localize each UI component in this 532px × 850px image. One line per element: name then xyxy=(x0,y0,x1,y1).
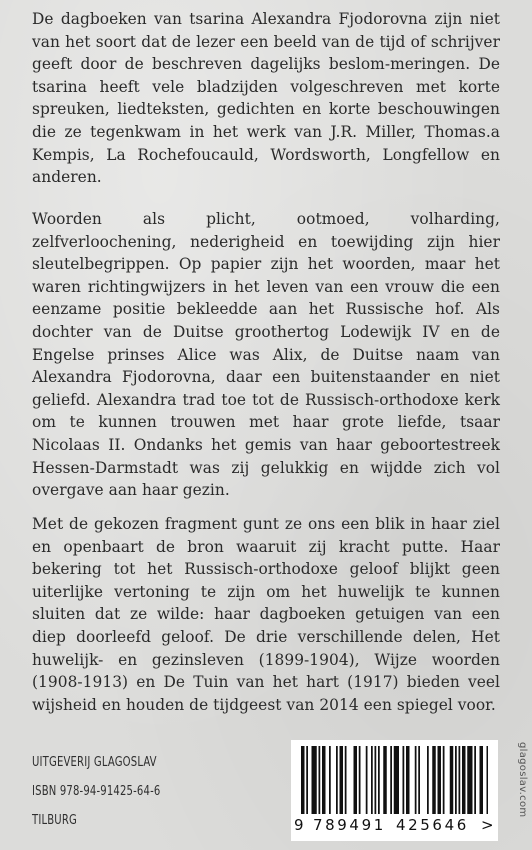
isbn-text: ISBN 978-94-91425-64-6 xyxy=(32,784,161,799)
barcode-bar xyxy=(383,746,387,814)
barcode-bar xyxy=(329,746,331,814)
barcode-bar xyxy=(438,746,442,814)
barcode-bar xyxy=(455,746,457,814)
barcode-bar xyxy=(306,746,308,814)
barcode-bar xyxy=(474,746,476,814)
barcode-bar xyxy=(432,746,436,814)
barcode-bar xyxy=(336,746,338,814)
barcode-bar xyxy=(467,746,472,814)
barcode-bar xyxy=(403,746,405,814)
barcode-bar xyxy=(378,746,380,814)
barcode-bar xyxy=(406,746,410,814)
barcode-bar xyxy=(427,746,429,814)
barcode-bar xyxy=(390,746,392,814)
barcode-group-1: 789491 xyxy=(313,816,386,834)
side-url: glagoslav.com xyxy=(517,742,528,818)
barcode-bars xyxy=(301,746,488,814)
barcode-bar xyxy=(319,746,321,814)
barcode-bar xyxy=(487,746,489,814)
barcode-group-2: 425646 xyxy=(396,816,469,834)
barcode-bar xyxy=(480,746,484,814)
publisher-info xyxy=(32,748,181,835)
publisher-name: UITGEVERIJ GLAGOSLAV xyxy=(32,755,157,770)
barcode-bar xyxy=(322,746,326,814)
back-cover-paragraph-3: Met de gekozen fragment gunt ze ons een blik in haar ziel en openbaart de bron waaruit zij kracht putte. Haar bekering tot het Russisch-orthodoxe geloof blijkt geen uiterlijke vertoning te zijn om het huwelijk te kunnen sluiten dat ze wilde: haar dagboeken getuigen van een diep doorleefd geloof. De drie verschillende delen, Het huwelijk- en gezinsleven (1899-1904), Wijze woorden (1908-1913) en De Tuin van het hart (1917) bieden veel wijsheid en houden de tijdgeest van 2014 een spiegel voor. xyxy=(32,515,500,714)
barcode-bar xyxy=(366,746,368,814)
barcode-bar xyxy=(301,746,305,814)
barcode-bar xyxy=(345,746,347,814)
barcode-bar xyxy=(418,746,420,814)
barcode-bar xyxy=(462,746,466,814)
barcode-bar xyxy=(415,746,417,814)
barcode-bar xyxy=(312,746,317,814)
barcode-bar xyxy=(340,746,344,814)
barcode-bar xyxy=(354,746,358,814)
barcode-first-digit: 9 xyxy=(294,816,304,834)
barcode-bar xyxy=(443,746,445,814)
back-cover-paragraph-1: De dagboeken van tsarina Alexandra Fjodorovna zijn niet van het soort dat de lezer een beeld van de tijd of schrijver geeft door de beschreven dagelijks beslom-meringen. De tsarina heeft vele bladzijden volgeschreven met korte spreuken, liedteksten, gedichten en korte beschouwingen die ze tegenkwam in het werk van J.R. Miller, Thomas.a Kempis, La Rochefoucauld, Wordsworth, Longfellow en anderen. xyxy=(32,10,500,187)
barcode-arrow: > xyxy=(481,816,494,834)
publisher-city: TILBURG xyxy=(32,813,77,828)
back-cover-paragraph-2: Woorden als plicht, ootmoed, volharding, zelfverloochening, nederigheid en toewijding zijn hier sleutelbegrippen. Op papier zijn het woorden, maar het waren richtingwijzers in het leven van een vrouw die een eenzame positie bekleedde aan het Russische hof. Als dochter van de Duitse groothertog Lodewijk IV en de Engelse prinses Alice was Alix, de Duitse naam van Alexandra Fjodorovna, daar een buitenstaander en niet geliefd. Alexandra trad toe tot de Russisch-orthodoxe kerk om te kunnen trouwen met haar grote liefde, tsaar Nicolaas II. Ondanks het gemis van haar geboortestreek Hessen-Darmstadt was zij gelukkig en wijdde zich vol overgave aan haar gezin. xyxy=(32,210,500,500)
barcode-bar xyxy=(359,746,361,814)
barcode xyxy=(291,740,498,841)
barcode-bar xyxy=(450,746,454,814)
barcode-bar xyxy=(375,746,377,814)
barcode-bar xyxy=(371,746,373,814)
barcode-bar xyxy=(394,746,399,814)
barcode-bar xyxy=(459,746,461,814)
